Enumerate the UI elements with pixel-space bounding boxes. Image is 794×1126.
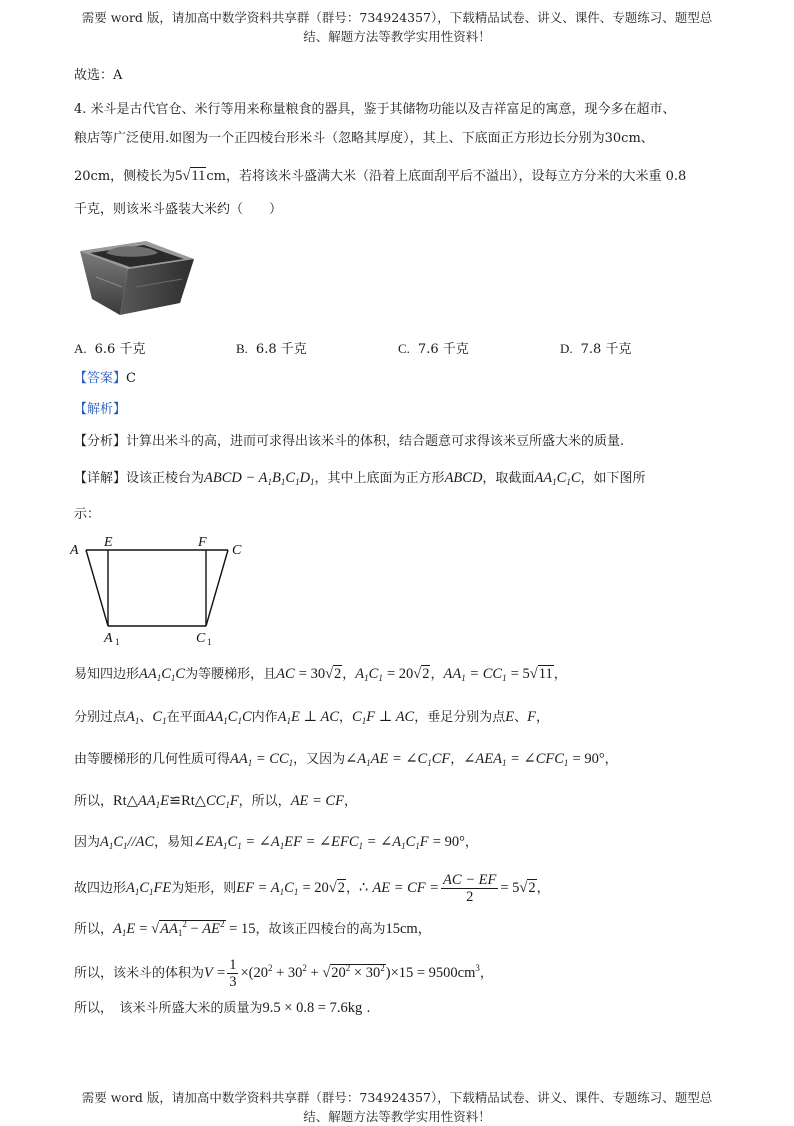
label-a: A [70, 543, 79, 558]
banner-line-1: 需要 word 版，请加高中数学资料共享群（群号：734924357），下载精品试卷、讲义、课件、专题练习、题型总 [81, 10, 713, 25]
question-number: 4. [74, 102, 87, 117]
segment-cc1 [206, 550, 228, 626]
detail-line-1: 【详解】设该正棱台为ABCD − $A_1B_1C_1D_1$，其中上底面为正方形ABCD，取截面$AA_1C_1C$，如下图所 [74, 470, 646, 487]
answer-value: C [126, 371, 136, 386]
step-7: 所以，$A_1E = √AA_1^2 - AE^2 = 15$，故该正四棱台的高为15cm， [74, 919, 431, 938]
label-c1: C [196, 631, 206, 646]
detail-tag: 【详解】 [74, 471, 127, 486]
trapezoid-cross-section-diagram [68, 530, 258, 648]
question-line-4: 千克，则该米斗盛装大米约（ ） [74, 202, 283, 217]
top-banner [70, 8, 724, 46]
question-text-3a: 20cm，侧棱长为 [74, 169, 176, 184]
fenxi-tag: 【分析】 [74, 434, 127, 449]
step-5: 因为$A_1C_1//AC$，易知$\angle EA_1C_1$ = $\angle A_1EF$ = $\angle EFC_1$ = $\angle A_1C_1F = 90^\circ$， [74, 834, 478, 851]
question-line-1 [74, 100, 676, 120]
fenxi-line [74, 432, 624, 452]
edge-length-formula: 5√11 [175, 168, 206, 184]
step-9: 所以， 该米斗所盛大米的质量为9.5 × 0.8 = 7.6kg . [74, 1000, 371, 1016]
option-b[interactable]: B. 6.8 千克 [236, 341, 307, 357]
answer-tag: 【答案】 [74, 371, 127, 386]
step-1: 易知四边形$AA_1C_1C$为等腰梯形，且AC = 30√2，$A_1C_1 = 20√2$，$AA_1 = CC_1 = 5√11$， [74, 666, 567, 683]
question-line-3 [74, 166, 686, 187]
question-line-2: 粮店等广泛使用.如图为一个正四棱台形米斗（忽略其厚度），其上、下底面正方形边长分别为30cm、 [74, 131, 654, 146]
previous-answer: 故选：A [74, 68, 123, 83]
question-text-1: 米斗是古代官仓、米行等用来称量粮食的器具，鉴于其储物功能以及吉祥富足的寓意，现今多在超市、 [90, 102, 676, 117]
bottom-banner [70, 1088, 724, 1126]
banner-line-2-bottom: 结、解题方法等教学实用性资料！ [303, 1109, 491, 1124]
analysis-tag: 【解析】 [74, 402, 127, 417]
answer-line [74, 369, 136, 389]
rice-measure-photo [76, 237, 198, 319]
label-c1-sub: 1 [207, 637, 212, 647]
option-c[interactable]: C. 7.6 千克 [398, 341, 469, 357]
fenxi-text: 计算出米斗的高，进而可求得出该米斗的体积，结合题意可求得该米豆所盛大米的质量. [126, 434, 625, 449]
step-4: 所以，$Rt\triangle AA_1E≌Rt\triangle CC_1F$，所以，AE = CF， [74, 793, 357, 810]
step-6: 故四边形$A_1C_1FE$为矩形，则EF = $A_1C_1 = 20√2$，∴ AE = CF = $\frac{AC - EF}{2}$ = 5√2， [74, 872, 550, 905]
label-e: E [104, 535, 113, 550]
step-8: 所以，该米斗的体积为V = $\frac{1}{3}$ $\times(20^2 + 30^2 + √20^2 \times 30^2)\times 15 = 9500cm^3$， [74, 957, 493, 990]
question-text-3b: cm，若将该米斗盛满大米（沿着上底面刮平后不溢出），设每立方分米的大米重 0.8 [206, 169, 687, 184]
step-3: 由等腰梯形的几何性质可得$AA_1 = CC_1$，又因为$\angle A_1AE$ = $\angle C_1CF$，$\angle AEA_1$ = $\angle CFC_1 = 90^\circ$， [74, 751, 618, 768]
step-2: 分别过点$A_1$、$C_1$在平面$AA_1C_1C$内作$A_1E$ ⊥ AC，$C_1F$ ⊥ AC，垂足分别为点E、F， [74, 709, 549, 726]
segment-aa1 [86, 550, 108, 626]
answer-options [74, 338, 724, 358]
analysis-tag-line [74, 400, 126, 420]
banner-line-2: 结、解题方法等教学实用性资料！ [303, 29, 491, 44]
detail-line-2: 示： [74, 507, 101, 522]
label-c: C [232, 543, 242, 558]
option-a[interactable]: A. 6.6 千克 [74, 341, 146, 357]
label-f: F [198, 535, 207, 550]
option-d[interactable]: D. 7.8 千克 [560, 341, 632, 357]
label-a1: A [104, 631, 113, 646]
label-a1-sub: 1 [115, 637, 120, 647]
banner-line-1-bottom: 需要 word 版，请加高中数学资料共享群（群号：734924357），下载精品试卷、讲义、课件、专题练习、题型总 [81, 1090, 713, 1105]
